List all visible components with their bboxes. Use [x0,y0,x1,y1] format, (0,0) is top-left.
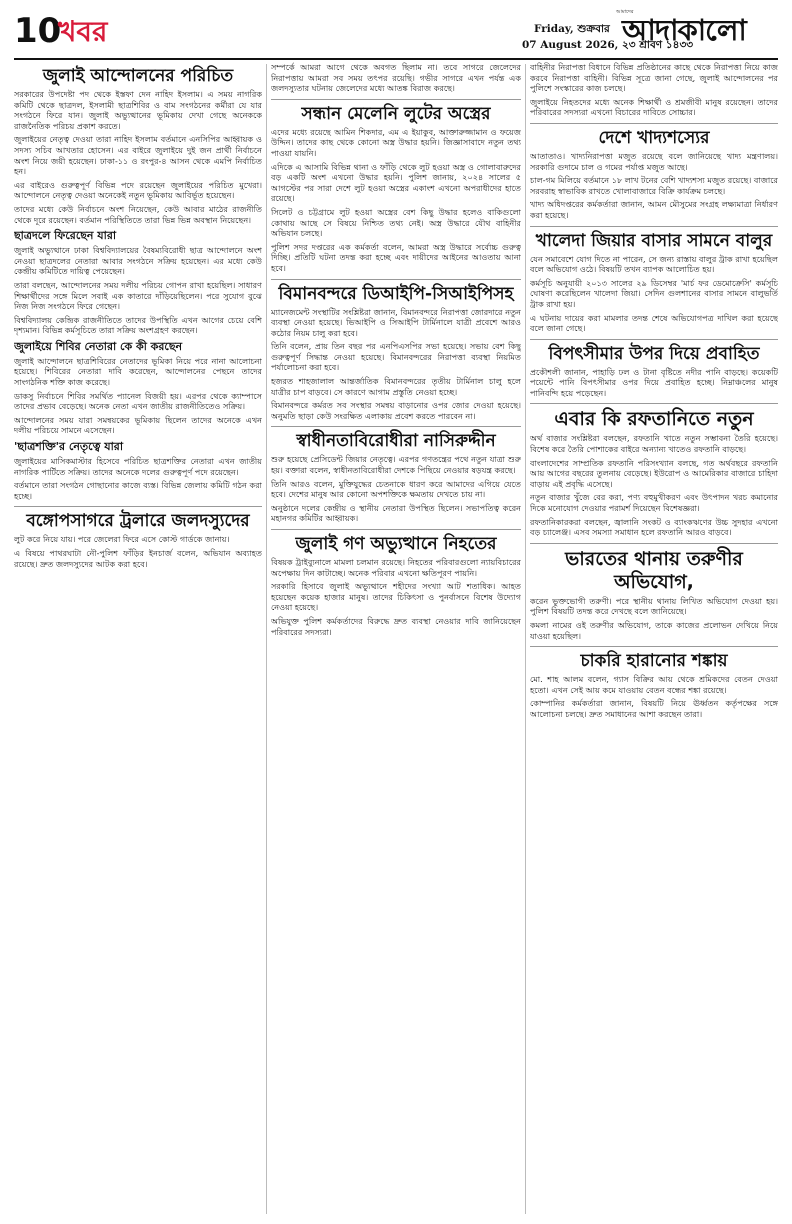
publication-day: Friday, শুক্রবার [534,23,610,35]
article-headline: বঙ্গোপসাগরে ট্রলারে জলদস্যুদের [26,511,250,532]
article-paragraph: শুরু হয়েছে প্রেসিডেন্ট জিয়ার নেতৃত্বে। এরপর গণতন্ত্রের পথে নতুন যাত্রা শুরু হয়। বক্তারা বলেন, স্বাধীনতাবিরোধীরা দেশকে পিছিয়ে নেওয়ার ষড়যন্ত্র করছে। [271,454,521,476]
article-subhead: 'ছাত্রশক্তি'র নেতৃত্বে যারা [14,440,124,454]
article-headline: দেশে খাদ্যশস্যের [598,127,710,148]
article-paragraph: ম্যানেজমেন্ট সংস্থাটির সংশ্লিষ্টরা জানান, বিমানবন্দরে নিরাপত্তা জোরদারে নতুন ব্যবস্থা নেওয়া হয়েছে। ভিআইপি ও সিআইপি টার্মিনালে যাত্রী প্রবেশে আরও কঠোর নিয়ম চালু করা হবে। [271,306,521,338]
article-divider [271,529,521,530]
article-headline: বিপৎসীমার উপর দিয়ে প্রবাহিত [548,343,760,364]
article-paragraph: ডাকসু নির্বাচনে শিবির সমর্থিত প্যানেল বিজয়ী হয়। এরপর থেকে ক্যাম্পাসে তাদের প্রভাব বেড়েছে। অনেক নেতা এখন জাতীয় রাজনীতিতেও সক্রিয়। [14,390,262,412]
article-divider [530,646,778,647]
article-paragraph: বাংলাদেশের সাম্প্রতিক রফতানি পরিসংখ্যান বলছে, গত অর্থবছরে রফতানি আয় আগের বছরের তুলনায় বেড়েছে। ইউরোপ ও আমেরিকার বাজারে চাহিদা বাড়ায় এই প্রবৃদ্ধি এসেছে। [530,457,778,489]
article-headline: সন্ধান মেলেনি লুটের অস্ত্রের [301,103,491,124]
article-paragraph: বিশ্ববিদ্যালয় কেন্দ্রিক রাজনীতিতে তাদের উপস্থিতি এখন আগের চেয়ে বেশি দৃশ্যমান। বিভিন্ন কর্মসূচিতে তারা সক্রিয় অংশগ্রহণ করছেন। [14,314,262,336]
column-middle [271,62,521,640]
section-name: খবর [58,15,108,48]
article-headline: চাকরি হারানোর শঙ্কায় [580,651,728,672]
article-paragraph: নতুন বাজার খুঁজে বের করা, পণ্য বহুমুখীকরণ এবং উৎপাদন খরচ কমানোর দিকে মনোযোগ দেওয়ার পরামর্শ দিয়েছেন বিশেষজ্ঞরা। [530,492,778,514]
article-subhead: জুলাইয়ে শিবির নেতারা কে কী করছেন [14,339,183,353]
article-divider [271,279,521,280]
article-paragraph: তিনি বলেন, প্রায় তিন বছর পর এনপিএসপির সভা হয়েছে। সভায় বেশ কিছু গুরুত্বপূর্ণ সিদ্ধান্ত নেওয়া হয়েছে। বিমানবন্দরের নিরাপত্তা ব্যবস্থা নিয়মিত পর্যালোচনা করা হবে। [271,341,521,373]
article-divider [271,426,521,427]
article-paragraph: বিষয়ক ট্রাইব্যুনালে মামলা চলমান রয়েছে। নিহতের পরিবারগুলো ন্যায়বিচারের অপেক্ষায় দিন কাটাচ্ছে। অনেক পরিবার এখনো ক্ষতিপূরণ পায়নি। [271,557,521,578]
masthead-rule [14,58,778,60]
article-headline: জুলাই আন্দোলনের পরিচিত [42,66,234,86]
masthead [14,8,778,58]
article-paragraph: বিমানবন্দরে কর্মরত সব সংস্থার সমন্বয় বাড়ানোর ওপর জোর দেওয়া হয়েছে। অনুমতি ছাড়া কেউ সংরক্ষিত এলাকায় প্রবেশ করতে পারবেন না। [271,400,521,421]
article-paragraph: চাল-গম মিলিয়ে বর্তমানে ১৮ লাখ টনের বেশি খাদ্যশস্য মজুত রয়েছে। বাজারে সরবরাহ স্বাভাবিক রাখতে খোলাবাজারে বিক্রি কার্যক্রম চলছে। [530,175,778,196]
article-divider [530,226,778,227]
article-paragraph: অভিযুক্ত পুলিশ কর্মকর্তাদের বিরুদ্ধে দ্রুত ব্যবস্থা নেওয়ার দাবি জানিয়েছেন পরিবারের সদস্যরা। [271,615,521,637]
article-divider [530,403,778,404]
article-paragraph: এদের মধ্যে রয়েছে আমিন শিকদার, এম এ ইয়াকুব, আক্তারুজ্জামান ও ফয়েজ উদ্দিন। তাদের কাছ থেকে কোনো অস্ত্র উদ্ধার হয়নি। জিজ্ঞাসাবাদে নতুন তথ্য পাওয়া যায়নি। [271,126,521,158]
article-paragraph: এ ঘটনায় দায়ের করা মামলার তদন্ত শেষে অভিযোগপত্র দাখিল করা হয়েছে বলে জানা গেছে। [530,312,778,334]
page-number: 10 [14,11,62,51]
column-divider [266,64,267,1214]
article-paragraph: কমলা নামের ওই তরুণীর অভিযোগ, তাকে কাজের প্রলোভন দেখিয়ে নিয়ে যাওয়া হয়েছিল। [530,620,778,641]
article-paragraph: জুলাই আন্দোলনে ছাত্রশিবিরের নেতাদের ভূমিকা নিয়ে পরে নানা আলোচনা হয়েছে। শিবিরের নেতারা দাবি করেছেন, আন্দোলনের পেছনে তাদের সাংগঠনিক শক্তি কাজ করেছে। [14,355,262,388]
article-paragraph: জুলাইয়ের নেতৃত্ব দেওয়া তারা নাহিদ ইসলাম বর্তমানে এনসিপির আহ্বায়ক ও সদস্য সচিব আখতার হোসেন। এর বাইরে জুলাইয়ে দুই জন প্রার্থী নির্বাচনে অংশ নিয়ে জয়ী হয়েছেন। ঢাকা-১১ ও রংপুর-৪ আসন থেকে এমপি নির্বাচিত হন। [14,134,262,177]
logo-tag: আমাদের [616,9,634,15]
article-paragraph: অর্থ বাজার সংশ্লিষ্টরা বলছেন, রফতানি খাতে নতুন সম্ভাবনা তৈরি হয়েছে। বিশেষ করে তৈরি পোশাকের বাইরে অন্যান্য খাতেও রফতানি বাড়ছে। [530,433,778,455]
article-divider [14,506,262,507]
article-paragraph: বর্তমানে তারা সংগঠন গোছানোর কাজে ব্যস্ত। বিভিন্ন জেলায় কমিটি গঠন করা হচ্ছে। [14,480,262,501]
article-paragraph: পুলিশ সদর দপ্তরের এক কর্মকর্তা বলেন, আমরা অস্ত্র উদ্ধারে সর্বোচ্চ গুরুত্ব দিচ্ছি। প্রতিটি ঘটনা তদন্ত করা হচ্ছে এবং দায়ীদের আইনের আওতায় আনা হবে। [271,241,521,273]
article-divider [271,99,521,100]
article-paragraph: যেন সমাবেশে যোগ দিতে না পারেন, সে জন্য রাস্তায় বালুর ট্রাক রাখা হয়েছিল বলে অভিযোগ ওঠে। বিষয়টি তখন ব্যাপক আলোচিত হয়। [530,253,778,275]
article-paragraph: প্রকৌশলী জানান, পাহাড়ি ঢল ও টানা বৃষ্টিতে নদীর পানি বাড়ছে। কয়েকটি পয়েন্টে পানি বিপৎসীমার ওপর দিয়ে প্রবাহিত হচ্ছে। নিম্নাঞ্চলের মানুষ পানিবন্দি হয়ে পড়েছেন। [530,366,778,398]
article-headline: এবার কি রফতানিতে নতুন [554,408,754,431]
publication-date: 07 August 2026, ২৩ শ্রাবণ ১৪৩৩ [522,39,694,51]
article-paragraph: রফতানিকারকরা বলছেন, জ্বালানি সংকট ও ব্যাংকঋণের উচ্চ সুদহার এখনো বড় চ্যালেঞ্জ। এসব সমস্যা সমাধান হলে রফতানি আরও বাড়বে। [530,516,778,538]
column-left [14,62,262,572]
article-headline: খালেদা জিয়ার বাসার সামনে বালুর [535,230,773,251]
article-paragraph: লুট করে নিয়ে যায়। পরে জেলেরা ফিরে এসে কোস্ট গার্ডকে জানায়। [14,534,230,545]
article-paragraph: সম্পর্কে আমরা আগে থেকে অবগত ছিলাম না। তবে সাগরে জেলেদের নিরাপত্তায় আমরা সব সময় তৎপর রয়েছি। গভীর সাগরে এখন পর্যন্ত এক জলদস্যুতার ঘটনায় জেলেদের মধ্যে আতঙ্ক বিরাজ করছে। [271,62,521,94]
article-paragraph: জুলাই অভ্যুত্থানে ঢাকা বিশ্ববিদ্যালয়ের বৈষম্যবিরোধী ছাত্র আন্দোলনে অংশ নেওয়া ছাত্রদলের নেতারা আবার সংগঠনে সক্রিয় হয়েছেন। এর মধ্যে কেউ কেন্দ্রীয় কমিটিতে দায়িত্ব পেয়েছেন। [14,245,262,277]
article-paragraph: কোম্পানির কর্মকর্তারা জানান, বিষয়টি নিয়ে ঊর্ধ্বতন কর্তৃপক্ষের সঙ্গে আলোচনা চলছে। দ্রুত সমাধানের আশা করছেন তারা। [530,698,778,719]
article-paragraph: আন্দোলনের সময় যারা সমন্বয়কের ভূমিকায় ছিলেন তাদের অনেকে এখন দলীয় পরিচয়ে সামনে এসেছেন। [14,414,262,436]
article-paragraph: জুলাইয়ে নিহতদের মধ্যে অনেক শিক্ষার্থী ও শ্রমজীবী মানুষ রয়েছেন। তাদের পরিবারের সদস্যরা এখনো বিচারের দাবিতে সোচ্চার। [530,96,778,118]
article-paragraph: তাদের মধ্যে কেউ নির্বাচনে অংশ নিয়েছেন, কেউ আবার মাঠের রাজনীতি থেকে দূরে রয়েছেন। বর্তমান পরিস্থিতিতে তারা ভিন্ন ভিন্ন অবস্থান নিয়েছেন। [14,203,262,225]
article-paragraph: কর্মসূচি অনুযায়ী ২০১৩ সালের ২৯ ডিসেম্বর 'মার্চ ফর ডেমোক্রেসি' কর্মসূচি ঘোষণা করেছিলেন খালেদা জিয়া। সেদিন গুলশানের বাসার সামনে বালুভর্তি ট্রাক রাখা হয়। [530,277,778,309]
article-subhead: ছাত্রদলে ফিরেছেন যারা [14,229,117,243]
article-paragraph: সিলেট ও চট্টগ্রামে লুট হওয়া অস্ত্রের বেশ কিছু উদ্ধার হলেও বাকিগুলো কোথায় আছে সে বিষয়ে নিশ্চিত তথ্য নেই। অস্ত্র উদ্ধারে যৌথ বাহিনীর অভিযান চলছে। [271,206,521,239]
article-paragraph: এর বাইরেও গুরুত্বপূর্ণ বিভিন্ন পদে রয়েছেন জুলাইয়ের পরিচিত মুখেরা। আন্দোলনে নেতৃত্ব দেওয়া অনেকেই নতুন ভূমিকায় আবির্ভূত হয়েছেন। [14,179,262,201]
article-paragraph: মো. শাহ আলম বলেন, গ্যাস বিক্রির আয় থেকে শ্রমিকদের বেতন দেওয়া হতো। এখন সেই আয় কমে যাওয়ায় বেতন বন্ধের শঙ্কা রয়েছে। [530,674,778,695]
article-paragraph: এদিকে এ আসামি বিভিন্ন থানা ও ফাঁড়ি থেকে লুট হওয়া অস্ত্র ও গোলাবারুদের বড় একটি অংশ এখনো উদ্ধার হয়নি। পুলিশ জানায়, ২০২৪ সালের ৫ আগস্টের পর সারা দেশে লুট হওয়া অস্ত্রের একাংশ এখনো অপরাধীদের হাতে রয়েছে। [271,161,521,204]
article-paragraph: তিনি আরও বলেন, মুক্তিযুদ্ধের চেতনাকে ধারণ করে আমাদের এগিয়ে যেতে হবে। দেশের মানুষ আর কোনো অপশক্তিকে ক্ষমতায় দেখতে চায় না। [271,478,521,500]
article-paragraph: খাদ্য অধিদপ্তরের কর্মকর্তারা জানান, আমন মৌসুমের সংগ্রহ লক্ষ্যমাত্রা নির্ধারণ করা হয়েছে। [530,199,778,220]
article-paragraph: বাহিনীর নিরাপত্তা বিধানে বিভিন্ন প্রতিষ্ঠানের কাছে থেকে নিরাপত্তা নিয়ে কাজ করবে নিরাপত্তা বাহিনী। বিভিন্ন সূত্রে জানা গেছে, জুলাই আন্দোলনের পর পুলিশে সংস্কারের কাজ চলছে। [530,62,778,94]
article-paragraph: আতাতাও। খাদ্যনিরাপত্তা মজুত রয়েছে বলে জানিয়েছে খাদ্য মন্ত্রণালয়। সরকারি গুদামে চাল ও গমের পর্যাপ্ত মজুত আছে। [530,150,778,172]
article-paragraph: তারা বলছেন, আন্দোলনের সময় দলীয় পরিচয় গোপন রাখা হয়েছিল। সাধারণ শিক্ষার্থীদের সঙ্গে মিলে সবাই এক কাতারে দাঁড়িয়েছিলেন। পরে সুযোগ বুঝে নিজ নিজ সংগঠনে ফিরে গেছেন। [14,279,262,312]
article-divider [530,123,778,124]
article-headline: জুলাই গণ অভ্যুত্থানে নিহতের [295,534,497,554]
article-paragraph: অনুষ্ঠানে দলের কেন্দ্রীয় ও স্থানীয় নেতারা উপস্থিত ছিলেন। সভাপতিত্ব করেন মহানগর কমিটির আহ্বায়ক। [271,502,521,524]
article-paragraph: সরকারের উপদেষ্টা পদ থেকে ইস্তফা দেন নাহিদ ইসলাম। এ সময় নাগরিক কমিটি থেকে ছাত্রদল, ইসলামী ছাত্রশিবির ও বাম সংগঠনের কর্মীরা যে যার সংগঠনে ফিরে যান। জুলাই অভ্যুত্থানের ভূমিকায় দেখা গেছে অনেককে রাজনৈতিক পরিচয় প্রকাশ করতে। [14,89,262,131]
article-headline: স্বাধীনতাবিরোধীরা নাসিরুদ্দীন [296,431,496,452]
article-paragraph: হজরত শাহজালাল আন্তর্জাতিক বিমানবন্দরের তৃতীয় টার্মিনাল চালু হলে যাত্রীর চাপ বাড়বে। সে কারণে আগাম প্রস্তুতি নেওয়া হচ্ছে। [271,376,521,397]
article-paragraph: সরকারি হিসাবে জুলাই অভ্যুত্থানে শহীদের সংখ্যা আট শতাধিক। আহত হয়েছেন কয়েক হাজার মানুষ। তাদের চিকিৎসা ও পুনর্বাসনে বিশেষ উদ্যোগ নেওয়া হয়েছে। [271,581,521,613]
column-right [530,62,778,723]
article-paragraph: এ বিষয়ে পাথরঘাটা নৌ-পুলিশ ফাঁড়ির ইনচার্জ বলেন, অভিযান অব্যাহত রয়েছে। দ্রুত জলদস্যুদের আটক করা হবে। [14,548,262,569]
article-paragraph: করেন ভুক্তভোগী তরুণী। পরে স্থানীয় থানায় লিখিত অভিযোগ দেওয়া হয়। পুলিশ বিষয়টি তদন্ত করে দেখছে বলে জানিয়েছে। [530,595,778,617]
article-divider [530,339,778,340]
article-paragraph: জুলাইয়ের মাসিকমাস্টার হিসেবে পরিচিত ছাত্রশক্তির নেতারা এখন জাতীয় নাগরিক পার্টিতে সক্রিয়। তাদের অনেকে দলের গুরুত্বপূর্ণ পদে রয়েছেন। [14,456,262,477]
article-headline: বিমানবন্দরে ডিআইপি-সিআইপিসহ [278,283,514,304]
logo-text: আদাকালো [622,13,746,47]
article-divider [530,543,778,544]
column-divider [525,64,526,1214]
article-headline: ভারতের থানায় তরুণীর অভিযোগ, [565,547,743,593]
newspaper-logo [614,8,778,52]
